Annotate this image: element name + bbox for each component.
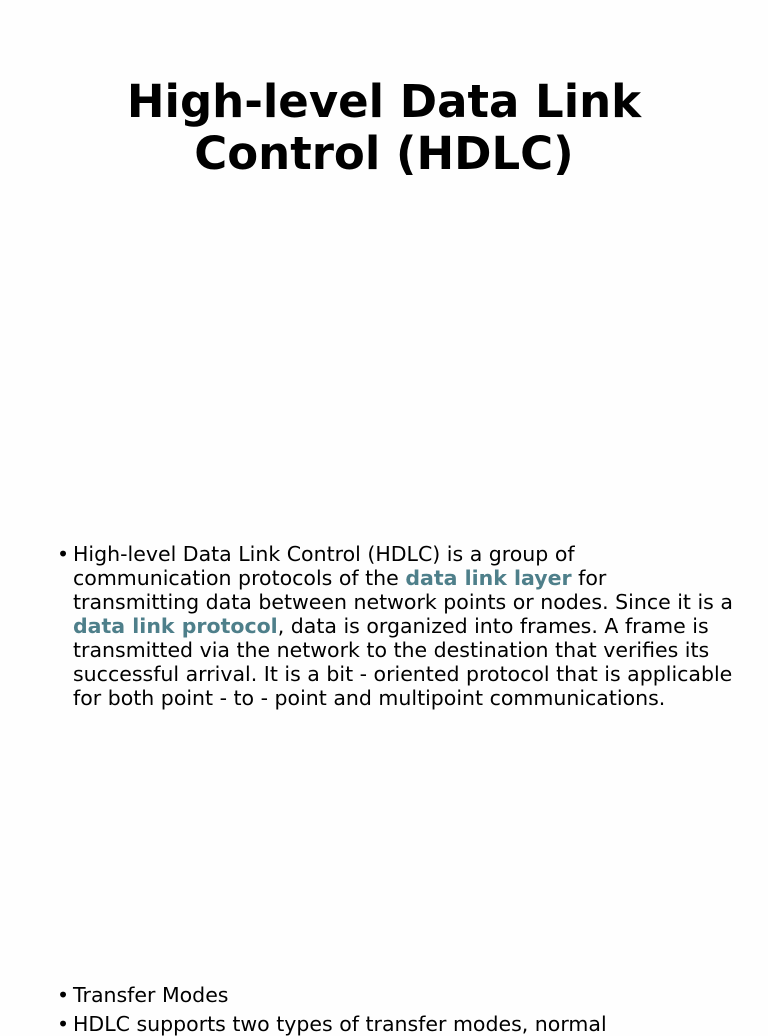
bullet-text-part-1: High-level Data Link Control (HDLC) is a group of communication protocols of the [73, 542, 575, 590]
bullet-hdlc-definition [57, 542, 733, 710]
bullet-transfer-support-text: HDLC supports two types of transfer modes, normal [73, 1012, 607, 1036]
slide-title-line-2: Control (HDLC) [194, 127, 574, 180]
bullet-transfer-support [57, 1012, 733, 1036]
bullet-transfer-modes-text: Transfer Modes [73, 983, 229, 1007]
data-link-layer-link[interactable]: data link layer [405, 566, 572, 590]
bullet-text-part-3: , data is organized into frames. A frame is transmitted via the network to the destination that verifies its successful arrival. It is a bit - oriented protocol that is applicable for both point - to - point and multipoint communications. [73, 614, 733, 710]
data-link-protocol-link[interactable]: data link protocol [73, 614, 278, 638]
slide-title [0, 76, 768, 180]
bullet-text-part-2: for transmitting data between network points or nodes. Since it is a [73, 566, 733, 614]
slide-title-line-1: High-level Data Link [126, 75, 642, 128]
bullet-transfer-modes [57, 983, 733, 1007]
